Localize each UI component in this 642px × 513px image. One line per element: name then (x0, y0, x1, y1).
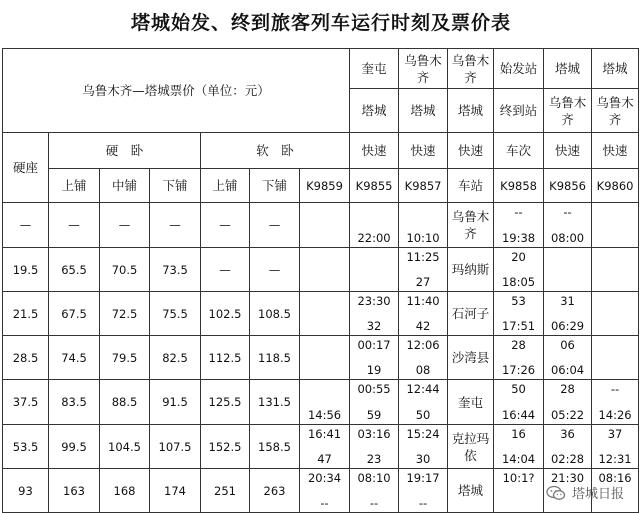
departure-time: 23 (366, 452, 382, 466)
fare-cell: — (49, 203, 100, 248)
time-cell (494, 425, 544, 469)
arrival-time: 03:16 (357, 427, 391, 441)
train-from: 塔城 (592, 49, 639, 89)
train-type: 快速 (448, 133, 494, 169)
time-cell (300, 292, 350, 336)
time-cell (592, 425, 639, 469)
time-cell (399, 380, 448, 425)
hard-lower-header: 下铺 (150, 169, 201, 203)
fare-cell: 65.5 (49, 248, 100, 292)
arrival-time: -- (610, 382, 620, 396)
train-from: 乌鲁木齐 (399, 49, 448, 89)
fare-cell: 70.5 (100, 248, 150, 292)
train-to: 塔城 (448, 89, 494, 133)
train-number: K9860 (592, 169, 639, 203)
arrival-time: -- (514, 205, 523, 219)
hard-middle-header: 中铺 (100, 169, 150, 203)
time-cell (544, 380, 592, 425)
fare-cell: 82.5 (150, 336, 201, 380)
station-row (3, 380, 639, 425)
train-to: 乌鲁木齐 (544, 89, 592, 133)
time-cell (592, 380, 639, 425)
departure-time: 14:56 (307, 408, 342, 422)
departure-time: 22:00 (357, 231, 391, 245)
departure-time: 50 (415, 408, 431, 422)
arrival-time: 20 (511, 250, 526, 264)
soft-upper-header: 上铺 (201, 169, 250, 203)
time-cell (592, 248, 639, 292)
time-cell (300, 248, 350, 292)
time-cell (544, 425, 592, 469)
arrival-time: 12:44 (406, 382, 440, 396)
station-row (3, 248, 639, 292)
fare-cell: 74.5 (49, 336, 100, 380)
hard-upper-header: 上铺 (49, 169, 100, 203)
time-cell (544, 292, 592, 336)
departure-time: 14:04 (501, 452, 536, 466)
arrival-time: 16:41 (307, 427, 342, 441)
fare-cell: — (3, 203, 49, 248)
train-number: K9858 (494, 169, 544, 203)
train-type: 快速 (544, 133, 592, 169)
fare-cell: 88.5 (100, 380, 150, 425)
time-cell (300, 380, 350, 425)
station-row (3, 469, 639, 513)
time-cell (350, 336, 399, 380)
station-name: 塔城 (448, 469, 494, 513)
soft-sleeper-header: 软 卧 (201, 133, 350, 169)
departure-time: 08:00 (550, 231, 585, 245)
station-row (3, 336, 639, 380)
fare-cell: 158.5 (250, 425, 300, 469)
departure-time: 10:10 (406, 231, 440, 245)
time-cell (494, 380, 544, 425)
departure-time: 06:04 (550, 363, 585, 377)
arrival-time: 11:25 (406, 250, 440, 264)
watermark-text: 塔城日报 (571, 487, 624, 502)
wechat-icon (546, 485, 566, 501)
time-cell (350, 248, 399, 292)
fare-route-header: 乌鲁木齐—塔城票价（单位：元） (3, 49, 350, 133)
station-row (3, 292, 639, 336)
fare-cell: 67.5 (49, 292, 100, 336)
soft-lower-header: 下铺 (250, 169, 300, 203)
fare-cell: 73.5 (150, 248, 201, 292)
time-cell (399, 248, 448, 292)
arrival-time: 23:30 (357, 294, 391, 308)
fare-cell: 107.5 (150, 425, 201, 469)
time-cell (399, 203, 448, 248)
departure-time: 47 (317, 452, 332, 466)
legend-type: 车次 (494, 133, 544, 169)
fare-cell: 163 (49, 469, 100, 513)
fare-cell: 168 (100, 469, 150, 513)
fare-cell: — (100, 203, 150, 248)
station-row (3, 203, 639, 248)
time-cell (300, 425, 350, 469)
fare-cell: — (201, 248, 250, 292)
time-cell (592, 292, 639, 336)
train-number: K9859 (300, 169, 350, 203)
fare-cell: 104.5 (100, 425, 150, 469)
arrival-time: 06 (560, 338, 575, 352)
time-cell (350, 292, 399, 336)
train-number: K9856 (544, 169, 592, 203)
departure-time: 59 (366, 408, 382, 422)
departure-time: -- (320, 496, 329, 510)
fare-cell: 28.5 (3, 336, 49, 380)
time-cell (544, 336, 592, 380)
train-from: 奎屯 (350, 49, 399, 89)
departure-time: 18:05 (501, 275, 536, 289)
arrival-time: 50 (511, 382, 526, 396)
fare-cell: 79.5 (100, 336, 150, 380)
legend-to: 终到站 (494, 89, 544, 133)
station-name: 石河子 (448, 292, 494, 336)
timetable-container (2, 48, 638, 510)
arrival-time: 28 (560, 382, 575, 396)
fare-cell: 174 (150, 469, 201, 513)
header-row-from (3, 49, 639, 89)
departure-time: 06:29 (550, 319, 585, 333)
timetable (2, 48, 639, 513)
train-type: 快速 (592, 133, 639, 169)
fare-cell: 102.5 (201, 292, 250, 336)
train-type: 快速 (399, 133, 448, 169)
fare-cell: 53.5 (3, 425, 49, 469)
departure-time: 12:31 (598, 452, 632, 466)
fare-cell: 131.5 (250, 380, 300, 425)
departure-time: 32 (366, 319, 382, 333)
time-cell (494, 469, 544, 513)
time-cell (399, 469, 448, 513)
watermark (546, 483, 624, 502)
departure-time: -- (369, 496, 379, 510)
fare-cell: 83.5 (49, 380, 100, 425)
arrival-time: 21:30 (550, 471, 585, 485)
fare-cell: 108.5 (250, 292, 300, 336)
arrival-time: 37 (607, 427, 623, 441)
train-number: K9855 (350, 169, 399, 203)
station-name: 玛纳斯 (448, 248, 494, 292)
fare-cell: — (201, 203, 250, 248)
station-name: 克拉玛依 (448, 425, 494, 469)
fare-cell: 75.5 (150, 292, 201, 336)
train-to: 塔城 (350, 89, 399, 133)
fare-cell: — (150, 203, 201, 248)
time-cell (494, 292, 544, 336)
legend-station: 车站 (448, 169, 494, 203)
fare-cell: 21.5 (3, 292, 49, 336)
time-cell (350, 425, 399, 469)
time-cell (399, 425, 448, 469)
fare-cell: 91.5 (150, 380, 201, 425)
time-cell (350, 380, 399, 425)
header-row-number (3, 169, 639, 203)
departure-time: 17:51 (501, 319, 536, 333)
train-to: 乌鲁木齐 (592, 89, 639, 133)
departure-time: -- (418, 496, 428, 510)
fare-cell: 263 (250, 469, 300, 513)
time-cell (300, 336, 350, 380)
arrival-time: 19:17 (406, 471, 440, 485)
train-from: 塔城 (544, 49, 592, 89)
departure-time: 14:26 (598, 408, 632, 422)
departure-time: 42 (415, 319, 431, 333)
train-from: 乌鲁木齐 (448, 49, 494, 89)
arrival-time: 36 (560, 427, 575, 441)
departure-time: 05:22 (550, 408, 585, 422)
station-name: 奎屯 (448, 380, 494, 425)
time-cell (544, 248, 592, 292)
departure-time: 02:28 (550, 452, 585, 466)
fare-cell: 99.5 (49, 425, 100, 469)
time-cell (300, 203, 350, 248)
arrival-time: 15:24 (406, 427, 440, 441)
arrival-time: 12:06 (406, 338, 440, 352)
arrival-time: 16 (511, 427, 526, 441)
arrival-time: 53 (511, 294, 526, 308)
train-number: K9857 (399, 169, 448, 203)
departure-time: 17:26 (501, 363, 536, 377)
arrival-time: 28 (511, 338, 526, 352)
arrival-time: 08:16 (598, 471, 632, 485)
station-name: 沙湾县 (448, 336, 494, 380)
fare-cell: 112.5 (201, 336, 250, 380)
time-cell (494, 336, 544, 380)
legend-from: 始发站 (494, 49, 544, 89)
station-row (3, 425, 639, 469)
arrival-time: 20:34 (307, 471, 342, 485)
arrival-time: 08:10 (357, 471, 391, 485)
fare-cell: 19.5 (3, 248, 49, 292)
time-cell (592, 203, 639, 248)
time-cell (494, 203, 544, 248)
departure-time: 30 (415, 452, 431, 466)
time-cell (592, 336, 639, 380)
arrival-time: 11:40 (406, 294, 440, 308)
time-cell (399, 292, 448, 336)
time-cell (350, 469, 399, 513)
hard-seat-header: 硬座 (3, 133, 49, 203)
departure-time: 08 (415, 363, 431, 377)
hard-sleeper-header: 硬 卧 (49, 133, 201, 169)
fare-cell: — (250, 248, 300, 292)
time-cell (300, 469, 350, 513)
time-cell (494, 248, 544, 292)
time-cell (544, 203, 592, 248)
departure-time: 16:44 (501, 408, 536, 422)
header-row-type (3, 133, 639, 169)
arrival-time: 10:1? (502, 471, 535, 485)
departure-time: 27 (415, 275, 431, 289)
arrival-time: 00:55 (357, 382, 391, 396)
fare-cell: 152.5 (201, 425, 250, 469)
fare-cell: 72.5 (100, 292, 150, 336)
departure-time: 19 (366, 363, 382, 377)
train-to: 塔城 (399, 89, 448, 133)
fare-cell: 118.5 (250, 336, 300, 380)
page-title: 塔城始发、终到旅客列车运行时刻及票价表 (130, 12, 511, 34)
time-cell (399, 336, 448, 380)
departure-time: 19:38 (501, 231, 536, 245)
arrival-time: 31 (560, 294, 575, 308)
arrival-time: 00:17 (357, 338, 391, 352)
fare-cell: — (250, 203, 300, 248)
station-name: 乌鲁木齐 (448, 203, 494, 248)
arrival-time: -- (563, 205, 572, 219)
train-type: 快速 (350, 133, 399, 169)
fare-cell: 251 (201, 469, 250, 513)
fare-cell: 125.5 (201, 380, 250, 425)
time-cell (350, 203, 399, 248)
fare-cell: 37.5 (3, 380, 49, 425)
fare-cell: 93 (3, 469, 49, 513)
